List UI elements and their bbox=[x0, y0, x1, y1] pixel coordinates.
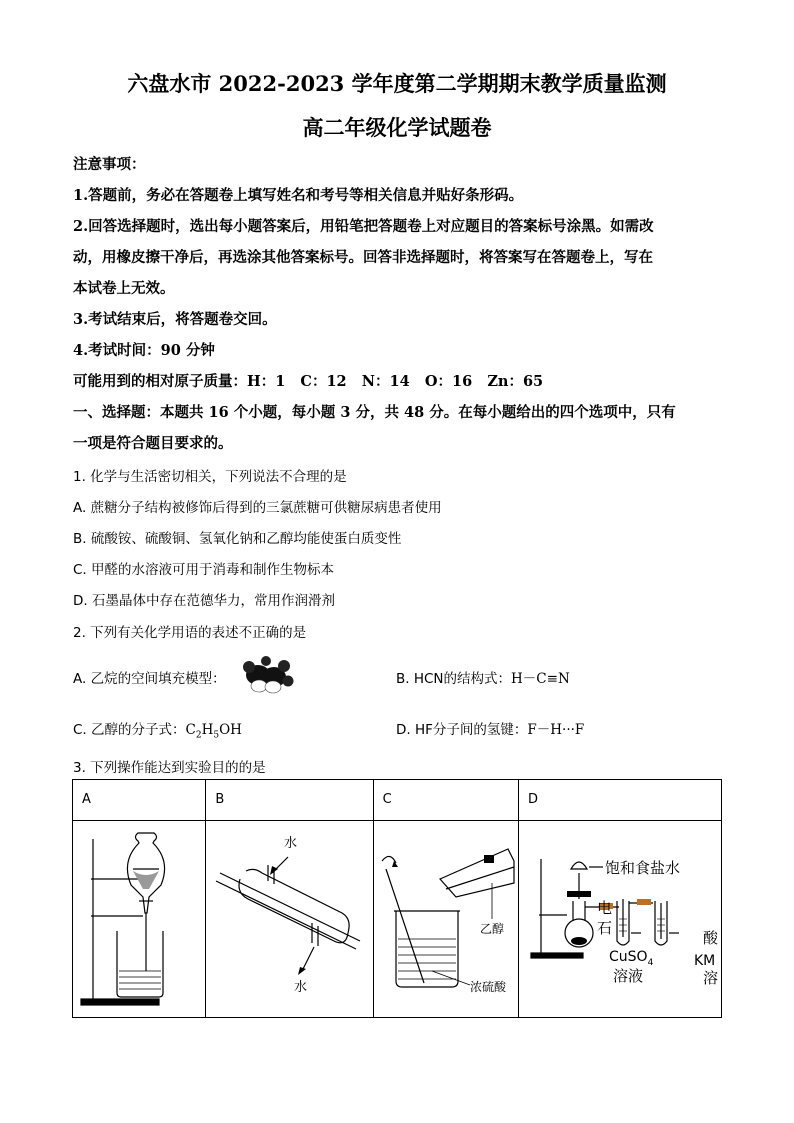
q3-header-a-label: A bbox=[82, 792, 91, 807]
ethanol-formula-sub2: 2 bbox=[195, 730, 202, 741]
cuso4-solution-label: 溶液 bbox=[612, 967, 643, 985]
q1-stem: 1. 化学与生活密切相关，下列说法不合理的是 bbox=[73, 469, 347, 485]
q3-header-d-label: D bbox=[527, 792, 538, 807]
ethanol-formula-h: H bbox=[201, 722, 214, 738]
atomic-masses: 可能用到的相对原子质量：H：1 C：12 N：14 O：16 Zn：65 bbox=[73, 373, 544, 390]
q2-stem: 2. 下列有关化学用语的表述不正确的是 bbox=[73, 625, 307, 641]
q3-header-b bbox=[206, 780, 373, 821]
ethanol-label: 乙醇 bbox=[479, 922, 504, 936]
notice-item-2-line1: 2.回答选择题时，选出每小题答案后，用铅笔把答题卷上对应题目的答案标号涂黑。如需改 bbox=[73, 218, 654, 235]
q3-header-a bbox=[73, 780, 206, 821]
q1-option-b: B. 硫酸铵、硫酸铜、氢氧化钠和乙醇均能使蛋白质变性 bbox=[73, 531, 402, 547]
acetylene-generator-apparatus bbox=[519, 821, 722, 1017]
q3-header-b-label: B bbox=[215, 792, 225, 807]
q2-option-d bbox=[396, 718, 584, 738]
conc-sulfuric-acid-label: 浓硫酸 bbox=[469, 980, 506, 994]
brine-label: 饱和食盐水 bbox=[604, 859, 680, 877]
q2-option-c bbox=[73, 718, 242, 741]
exam-subtitle: 高二年级化学试题卷 bbox=[302, 115, 492, 140]
cuso4-subscript: 4 bbox=[647, 958, 654, 968]
condenser-water-in-label: 水 bbox=[284, 836, 298, 851]
exam-title: 六盘水市 2022-2023 学年度第二学期期末教学质量监测 bbox=[127, 71, 667, 96]
q3-header-c-label: C bbox=[382, 792, 392, 807]
notice-item-4: 4.考试时间：90 分钟 bbox=[73, 342, 215, 359]
q3-stem: 3. 下列操作能达到实验目的的是 bbox=[73, 760, 266, 776]
calcium-carbide-label-2: 石 bbox=[596, 919, 612, 937]
q3-header-c bbox=[373, 780, 518, 821]
notice-heading: 注意事项： bbox=[73, 156, 146, 173]
q2-option-d-label: D. HF分子间的氢键： bbox=[396, 722, 528, 738]
separatory-funnel-apparatus bbox=[73, 821, 206, 1017]
cuso4-label: CuSO bbox=[608, 949, 648, 965]
hcn-formula: H－C≡N bbox=[511, 671, 570, 687]
section1-line2: 一项是符合题目要求的。 bbox=[73, 435, 233, 452]
notice-item-2-line2: 动，用橡皮擦干净后，再选涂其他答案标号。回答非选择题时，将答案写在答题卷上，写在 bbox=[73, 249, 653, 266]
q2-option-a: A. 乙烷的空间填充模型： bbox=[73, 671, 226, 687]
kmno4-label: KM bbox=[693, 953, 716, 969]
q2-option-c-label: C. 乙醇的分子式： bbox=[73, 722, 186, 738]
ethanol-formula-c: C bbox=[185, 722, 196, 738]
condenser-apparatus bbox=[206, 821, 373, 1017]
q3-cell-a bbox=[73, 821, 206, 1018]
q3-apparatus-table bbox=[72, 779, 722, 1018]
kmno4-solution-label: 溶 bbox=[702, 969, 718, 987]
section1-line1: 一、选择题：本题共 16 个小题，每小题 3 分，共 48 分。在每小题给出的四个选项中，只有 bbox=[73, 404, 676, 421]
q3-cell-c bbox=[373, 821, 518, 1018]
condenser-water-out-label: 水 bbox=[294, 980, 308, 995]
mixing-acid-apparatus bbox=[374, 821, 519, 1017]
q2-option-b bbox=[396, 667, 570, 687]
ethane-space-filling-model bbox=[236, 655, 298, 697]
ethanol-formula-oh: OH bbox=[219, 722, 242, 738]
calcium-carbide-label-1: 电 bbox=[596, 899, 612, 917]
q1-option-a: A. 蔗糖分子结构被修饰后得到的三氯蔗糖可供糖尿病患者使用 bbox=[73, 500, 442, 516]
notice-item-1: 1.答题前，务必在答题卷上填写姓名和考号等相关信息并贴好条形码。 bbox=[73, 187, 524, 204]
svg-text:CuSO4 bbox=[609, 949, 654, 968]
q3-cell-b bbox=[206, 821, 373, 1018]
ethanol-formula-sub5: 5 bbox=[213, 730, 220, 741]
q2-option-b-label: B. HCN的结构式： bbox=[396, 671, 512, 687]
notice-item-2-line3: 本试卷上无效。 bbox=[73, 280, 175, 297]
q1-option-d: D. 石墨晶体中存在范德华力，常用作润滑剂 bbox=[73, 593, 335, 609]
q1-option-c: C. 甲醛的水溶液可用于消毒和制作生物标本 bbox=[73, 562, 335, 578]
acidic-label: 酸 bbox=[702, 929, 718, 947]
notice-item-3: 3.考试结束后，将答题卷交回。 bbox=[73, 311, 277, 328]
q3-header-d bbox=[518, 780, 721, 821]
hf-hbond-formula: F－H···F bbox=[527, 722, 585, 738]
q3-cell-d bbox=[518, 821, 721, 1018]
